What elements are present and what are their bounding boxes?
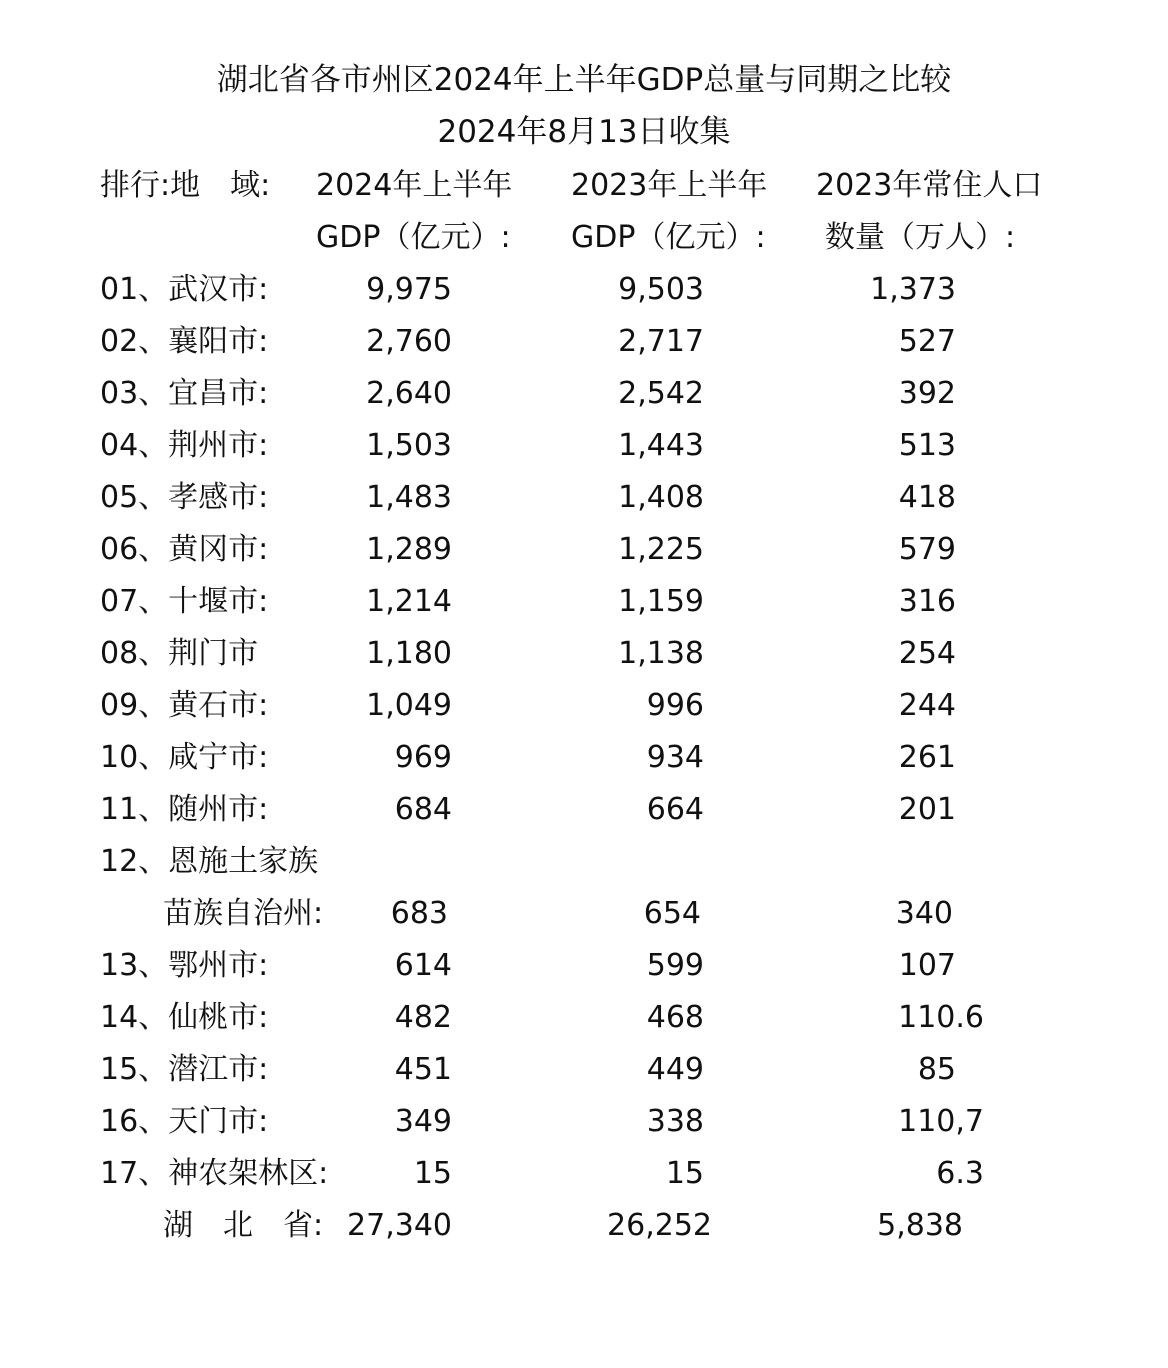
region-label: 15、潜江市: <box>100 1052 269 1087</box>
table-row <box>0 1044 1168 1096</box>
table-row <box>0 420 1168 472</box>
population-value: 392 <box>898 376 956 411</box>
population-value: 201 <box>898 792 956 827</box>
total-population: 5,838 <box>877 1208 963 1243</box>
table-row <box>0 1148 1168 1200</box>
gdp-2023-value: 9,503 <box>618 272 704 307</box>
region-label-line2: 苗族自治州: <box>163 896 324 931</box>
population-value: 1,373 <box>870 272 956 307</box>
gdp-2024-value: 9,975 <box>366 272 452 307</box>
population-value: 254 <box>898 636 956 671</box>
gdp-2023-value: 1,225 <box>618 532 704 567</box>
region-label: 06、黄冈市: <box>100 532 269 567</box>
table-header-row-2 <box>0 212 1168 264</box>
gdp-2024-value: 1,214 <box>366 584 452 619</box>
region-label: 05、孝感市: <box>100 480 269 515</box>
gdp-2024-value: 2,640 <box>366 376 452 411</box>
gdp-2023-value: 934 <box>646 740 704 775</box>
population-value: 579 <box>898 532 956 567</box>
gdp-2023-value: 664 <box>646 792 704 827</box>
table-row <box>0 368 1168 420</box>
table-row <box>0 628 1168 680</box>
gdp-2024-value: 614 <box>394 948 452 983</box>
population-value: 316 <box>898 584 956 619</box>
gdp-2023-value: 1,138 <box>618 636 704 671</box>
header-gdp-2023-line2: GDP（亿元）: <box>571 220 766 255</box>
table-row <box>0 992 1168 1044</box>
population-value: 418 <box>898 480 956 515</box>
region-label: 14、仙桃市: <box>100 1000 269 1035</box>
population-value: 527 <box>898 324 956 359</box>
gdp-2024-value: 684 <box>394 792 452 827</box>
table-header-row-1 <box>0 160 1168 212</box>
region-label: 04、荆州市: <box>100 428 269 463</box>
gdp-2024-value: 683 <box>390 896 448 931</box>
gdp-2024-value: 482 <box>394 1000 452 1035</box>
population-value: 85 <box>917 1052 956 1087</box>
table-row <box>0 316 1168 368</box>
gdp-2024-value: 1,289 <box>366 532 452 567</box>
total-gdp-2024: 27,340 <box>347 1208 452 1243</box>
region-label: 01、武汉市: <box>100 272 269 307</box>
gdp-2024-value: 15 <box>413 1156 452 1191</box>
gdp-2023-value: 1,443 <box>618 428 704 463</box>
region-label: 17、神农架林区: <box>100 1156 329 1191</box>
region-label: 16、天门市: <box>100 1104 269 1139</box>
table-row <box>0 1096 1168 1148</box>
region-label-line1: 12、恩施土家族 <box>100 844 319 879</box>
population-value: 107 <box>898 948 956 983</box>
table-row <box>0 732 1168 784</box>
gdp-2024-value: 1,503 <box>366 428 452 463</box>
document-title: 湖北省各市州区2024年上半年GDP总量与同期之比较 <box>216 62 952 98</box>
region-label: 03、宜昌市: <box>100 376 269 411</box>
table-row <box>0 576 1168 628</box>
gdp-2024-value: 451 <box>394 1052 452 1087</box>
gdp-2023-value: 1,408 <box>618 480 704 515</box>
table-total-row <box>0 1200 1168 1252</box>
region-label: 13、鄂州市: <box>100 948 269 983</box>
gdp-2023-value: 599 <box>646 948 704 983</box>
gdp-2024-value: 1,180 <box>366 636 452 671</box>
population-value: 261 <box>898 740 956 775</box>
table-row <box>0 940 1168 992</box>
gdp-2023-value: 338 <box>646 1104 704 1139</box>
population-value: 6.3 <box>936 1156 984 1191</box>
gdp-2023-value: 2,542 <box>618 376 704 411</box>
total-gdp-2023: 26,252 <box>607 1208 712 1243</box>
region-label: 09、黄石市: <box>100 688 269 723</box>
document-subtitle: 2024年8月13日收集 <box>437 114 731 150</box>
region-label: 08、荆门市 <box>100 636 259 671</box>
region-label: 02、襄阳市: <box>100 324 269 359</box>
gdp-2024-value: 349 <box>394 1104 452 1139</box>
gdp-2023-value: 15 <box>665 1156 704 1191</box>
gdp-2024-value: 1,049 <box>366 688 452 723</box>
table-row <box>0 680 1168 732</box>
header-rank-region: 排行:地 域: <box>100 168 271 203</box>
population-value: 513 <box>898 428 956 463</box>
header-population-line2: 数量（万人）: <box>825 220 1016 255</box>
region-label: 11、随州市: <box>100 792 269 827</box>
header-gdp-2024-line2: GDP（亿元）: <box>316 220 511 255</box>
population-value: 110.6 <box>898 1000 984 1035</box>
population-value: 110,7 <box>898 1104 984 1139</box>
table-row <box>0 472 1168 524</box>
table-row <box>0 836 1168 888</box>
region-label: 10、咸宁市: <box>100 740 269 775</box>
region-label: 07、十堰市: <box>100 584 269 619</box>
gdp-2024-value: 969 <box>394 740 452 775</box>
header-population-line1: 2023年常住人口 <box>816 168 1043 203</box>
table-row <box>0 264 1168 316</box>
total-label: 湖 北 省: <box>163 1208 324 1243</box>
header-gdp-2024-line1: 2024年上半年 <box>316 168 513 203</box>
gdp-2023-value: 996 <box>646 688 704 723</box>
gdp-2023-value: 2,717 <box>618 324 704 359</box>
gdp-2023-value: 1,159 <box>618 584 704 619</box>
gdp-2023-value: 654 <box>643 896 701 931</box>
population-value: 244 <box>898 688 956 723</box>
gdp-2023-value: 468 <box>646 1000 704 1035</box>
table-row <box>0 784 1168 836</box>
gdp-2024-value: 1,483 <box>366 480 452 515</box>
header-gdp-2023-line1: 2023年上半年 <box>571 168 768 203</box>
table-row <box>0 524 1168 576</box>
gdp-2024-value: 2,760 <box>366 324 452 359</box>
table-row-continued <box>0 888 1168 940</box>
population-value: 340 <box>895 896 953 931</box>
gdp-2023-value: 449 <box>646 1052 704 1087</box>
